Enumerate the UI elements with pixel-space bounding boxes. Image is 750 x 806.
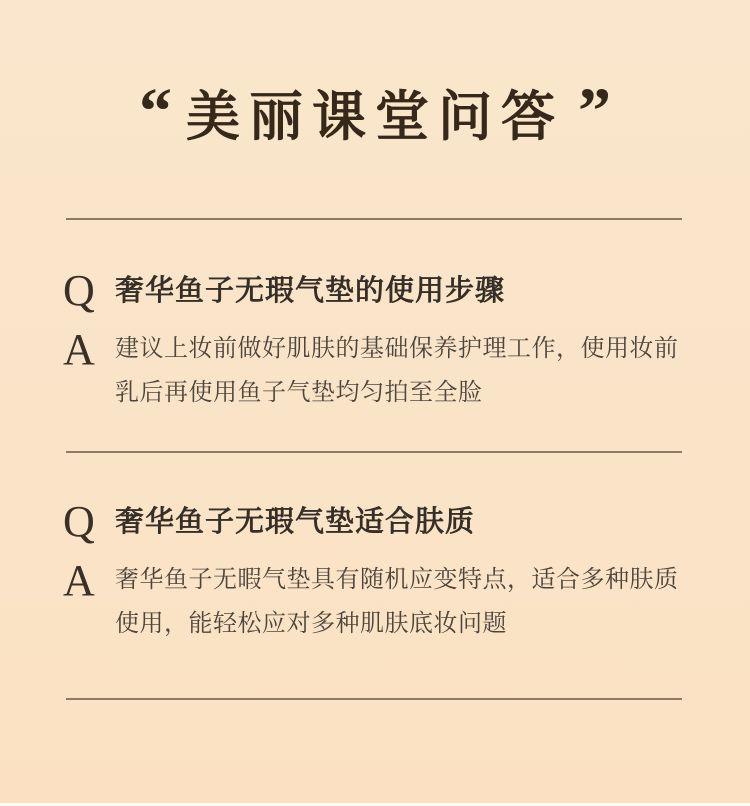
qa2-question-text: 奢华鱼子无瑕气垫适合肤质 <box>115 506 476 538</box>
qa2-question-label: Q <box>63 497 95 546</box>
qa1-question-label: Q <box>63 266 95 315</box>
qa1-question-row <box>63 266 506 315</box>
divider-bottom <box>66 698 682 700</box>
close-quote: ” <box>578 75 611 148</box>
divider-top <box>66 218 682 220</box>
page-title <box>0 76 750 155</box>
qa2-answer-text: 奢华鱼子无暇气垫具有随机应变特点，适合多种肤质使用，能轻松应对多种肌肤底妆问题 <box>115 566 679 637</box>
qa1-answer-text: 建议上妆前做好肌肤的基础保养护理工作，使用妆前乳后再使用鱼子气垫均匀拍至全脸 <box>115 335 679 406</box>
open-quote: “ <box>139 75 172 148</box>
qa1-question-text: 奢华鱼子无瑕气垫的使用步骤 <box>115 275 506 307</box>
qa2-answer-row <box>63 558 685 646</box>
qa1-answer-row <box>63 327 685 415</box>
qa2-answer-label: A <box>63 556 95 605</box>
qa1-answer-label: A <box>63 325 95 374</box>
qa2-question-row <box>63 497 476 546</box>
divider-middle <box>66 451 682 453</box>
page-title-text: 美丽课堂问答 <box>186 87 564 147</box>
